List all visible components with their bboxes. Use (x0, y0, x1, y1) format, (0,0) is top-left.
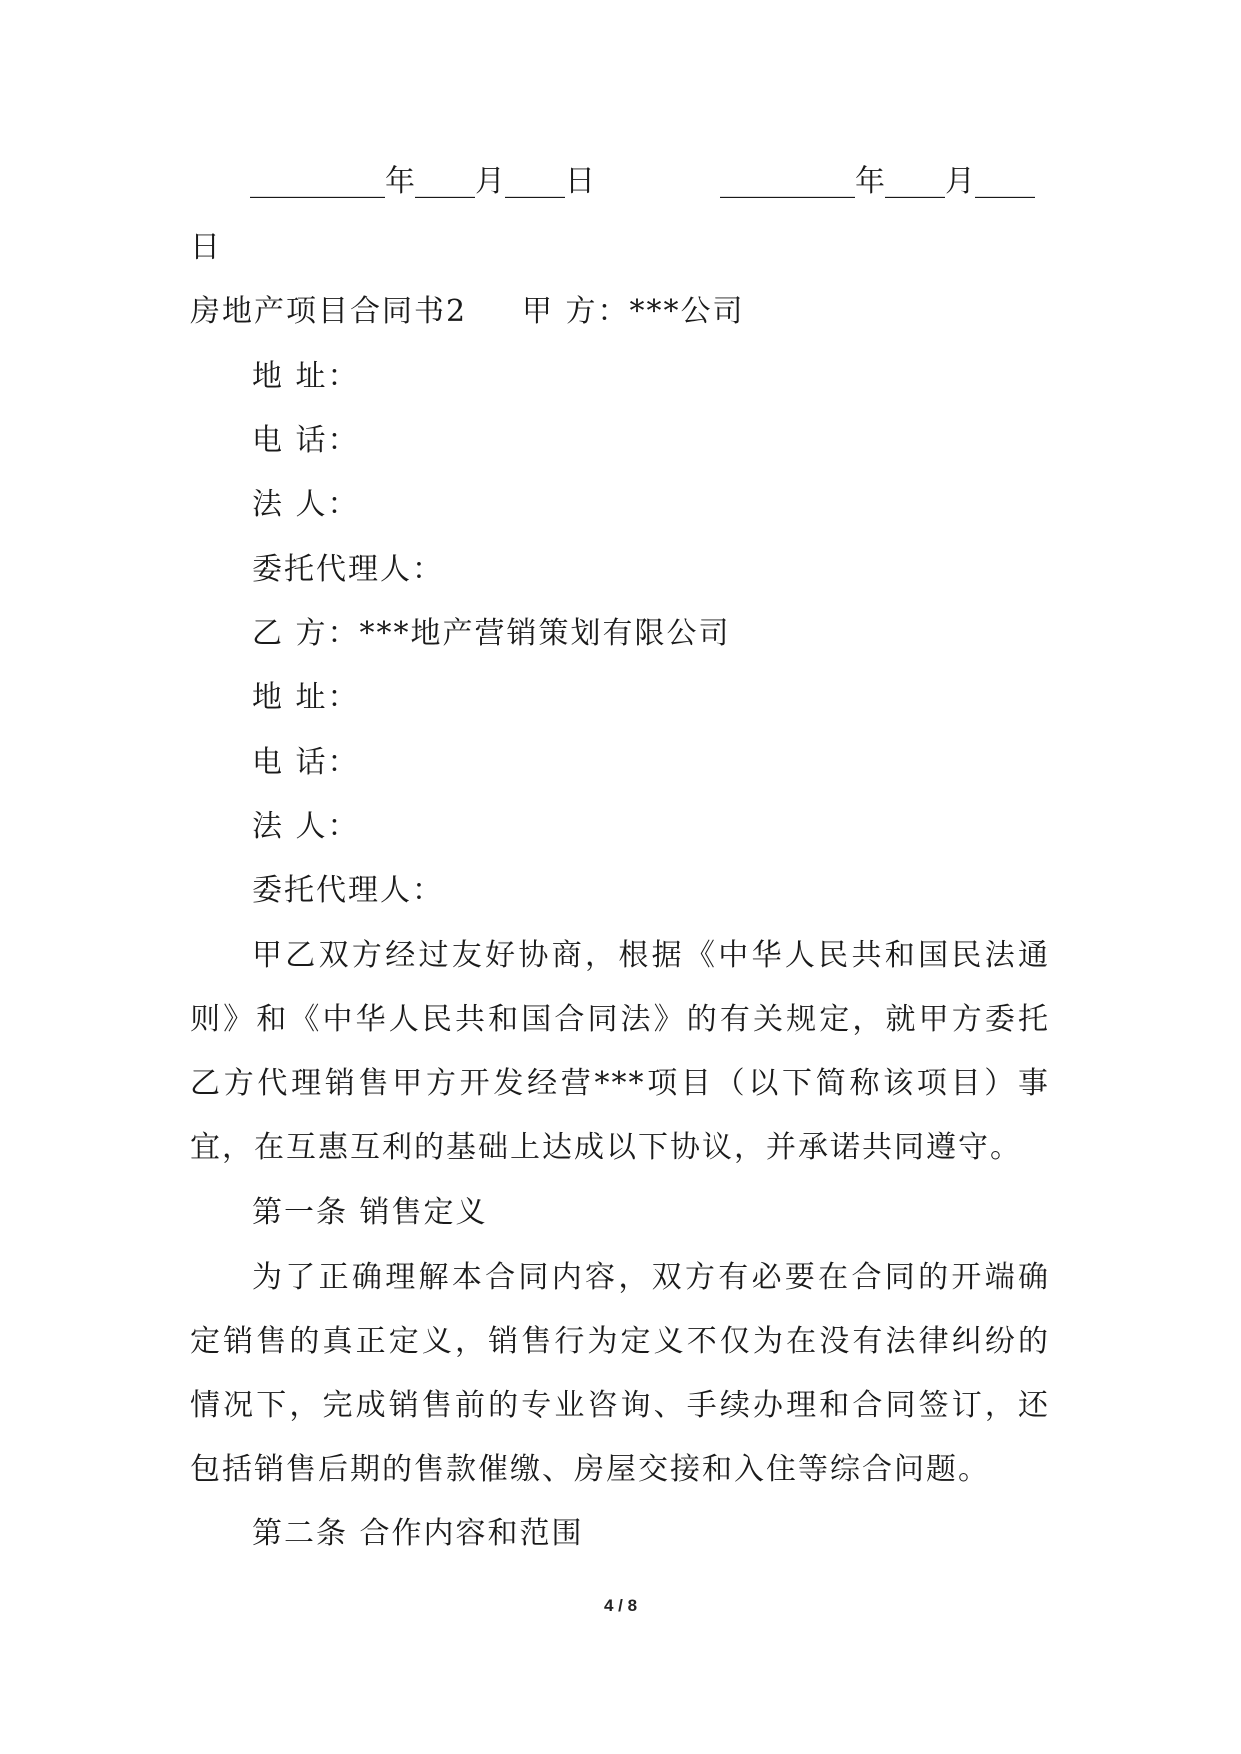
party-b-name: 乙 方：***地产营销策划有限公司 (252, 616, 731, 651)
party-a-address: 地 址： (252, 359, 360, 394)
party-b-legal-person: 法 人： (252, 809, 360, 844)
party-a-legal-person: 法 人： (252, 487, 360, 522)
article-1-heading: 第一条 销售定义 (252, 1195, 488, 1230)
article-2-heading: 第二条 合作内容和范围 (252, 1516, 584, 1551)
party-a-phone: 电 话： (252, 423, 360, 458)
signature-date-right: _________年____月____ (720, 164, 1035, 199)
document-title: 房地产项目合同书2 (190, 294, 468, 329)
signature-date-wrap: 日 (190, 230, 222, 265)
party-b-agent: 委托代理人： (252, 873, 444, 908)
party-b-address: 地 址： (252, 680, 360, 715)
article-1-body: 为了正确理解本合同内容，双方有必要在合同的开端确定销售的真正定义，销售行为定义不仅为在没有法律纠纷的情况下，完成销售前的专业咨询、手续办理和合同签订，还包括销售后期的售款催缴、房屋交接和入住等综合问题。 (190, 1260, 1050, 1487)
page-number: 4 / 8 (603, 1596, 638, 1615)
party-a-name: 甲 方：***公司 (522, 294, 745, 329)
preamble-paragraph: 甲乙双方经过友好协商，根据《中华人民共和国民法通则》和《中华人民共和国合同法》的有关规定，就甲方委托乙方代理销售甲方开发经营***项目（以下简称该项目）事宜，在互惠互利的基础上达成以下协议，并承诺共同遵守。 (190, 938, 1050, 1165)
signature-date-left: _________年____月____日 (250, 164, 595, 199)
party-a-agent: 委托代理人： (252, 552, 444, 587)
party-b-phone: 电 话： (252, 745, 360, 780)
